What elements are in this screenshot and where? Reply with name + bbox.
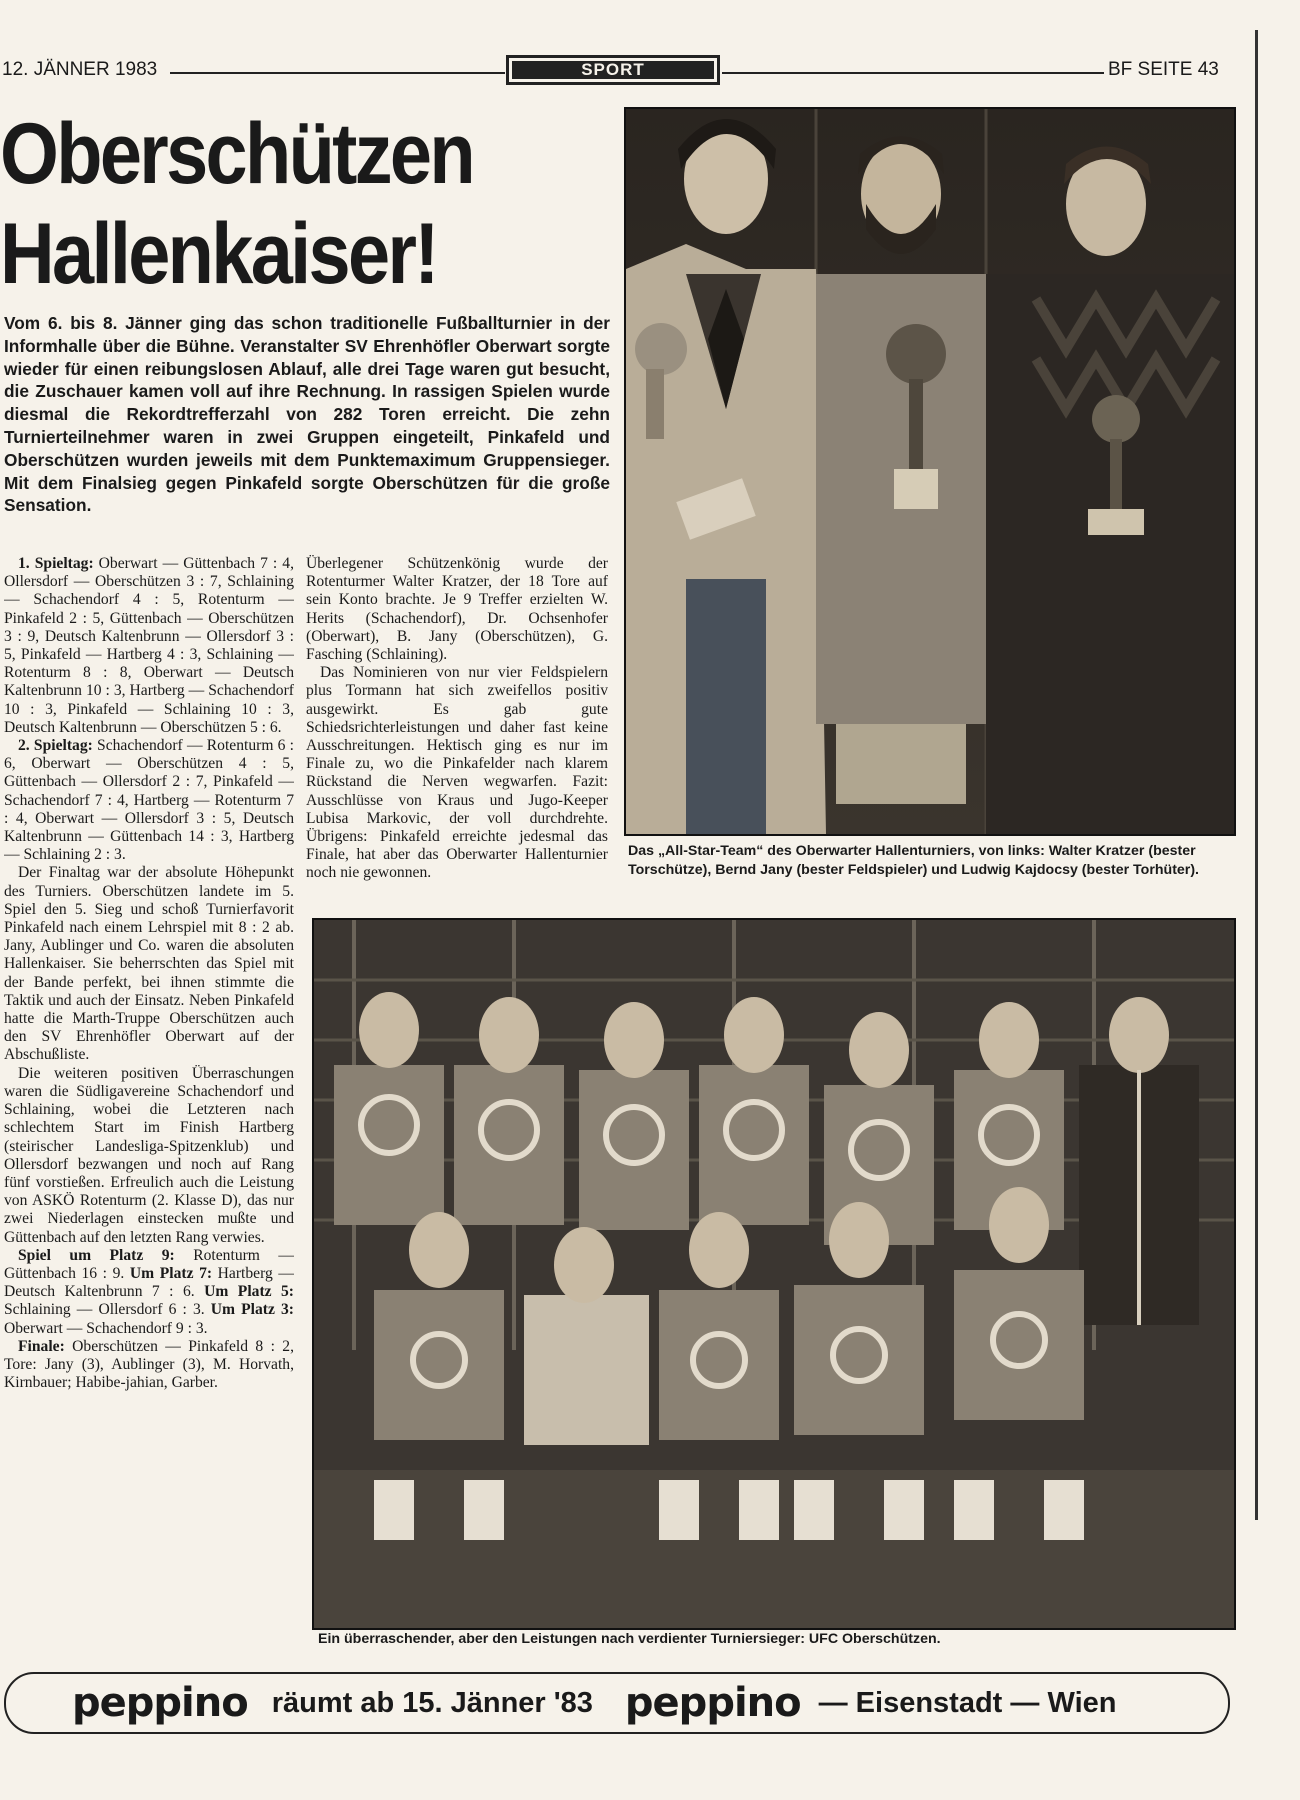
header-rule-right (722, 72, 1104, 74)
finale-label: Finale: (18, 1337, 65, 1355)
paragraph-schuetzenkoenig: Überlegener Schützenkönig wurde der Rotenturmer Walter Kratzer, der 18 Tore auf sein Konto brachte. Je 9 Treffer erzielten W. Herits (Schachendorf), Dr. Ochsenhofer (Oberwart), B. Jany (Oberschützen), G. Fasching (Schlaining). (306, 555, 608, 664)
platz3-label: Um Platz 3: (210, 1301, 294, 1319)
spieltag1-results: Oberwart — Güttenbach 7 : 4, Ollersdorf — Oberschützen 3 : 7, Schlaining — Schachendorf 4 : 5, Rotenturm — Pinkafeld 2 : 5, Güttenbach — Oberschützen 3 : 9, Deutsch Kaltenbrunn — Ollersdorf 3 : 5, Pinkafeld — Hartberg 4 : 3, Schlaining — Rotenturm 8 : 8, Oberwart — Deutsch Kaltenbrunn 10 : 3, Hartberg — Schachendorf 10 : 3, Pinkafeld — Schlaining 10 : 3, Deutsch Kaltenbrunn — Oberschützen 5 : 6. (4, 555, 294, 736)
spieltag2-label: 2. Spieltag: (18, 737, 93, 755)
article-lead: Vom 6. bis 8. Jänner ging das schon traditionelle Fußballturnier in der Informhalle über die Bühne. Veranstalter SV Ehrenhöfler Oberwart sorgte wieder für einen reibungslosen Ablauf, alle drei Tage waren gut besucht, die Zuschauer kamen voll auf ihre Rechnung. In rassigen Spielen wurde diesmal die Rekordtrefferzahl von 282 Toren erreicht. Die zehn Turnierteilnehmer waren in zwei Gruppen eingeteilt, Pinkafeld und Oberschützen wurden jeweils mit dem Punktemaximum Gruppensieger. Mit dem Finalsieg gegen Pinkafeld sorgte Oberschützen für die große Sensation. (4, 313, 610, 516)
paragraph-ueberraschungen: Die weiteren positiven Überraschungen waren die Südligavereine Schachendorf und Schlaining, wobei die Letzteren nach schlechtem Start im Finish Hartberg (steirischer Landesliga-Spitzenklub) und Ollersdorf bezwangen und noch auf Rang fünf vorstießen. Erfreulich auch die Leistung von ASKÖ Rotenturm (2. Klasse D), das nur zwei Niederlagen einstecken mußte und Güttenbach auf den letzten Rang verwies. (4, 1064, 294, 1246)
spieltag2-results: Schachendorf — Rotenturm 6 : 6, Oberwart — Oberschützen 4 : 5, Güttenbach — Ollersdorf 2 : 7, Pinkafeld — Schachendorf 7 : 4, Hartberg — Rotenturm 7 : 4, Oberwart — Ollersdorf 3 : 5, Deutsch Kaltenbrunn — Güttenbach 14 : 3, Hartberg — Schlaining 2 : 3. (4, 737, 294, 864)
ad-brand-logo: peppino (72, 1680, 248, 1726)
platz7-result: Hartberg — Deutsch Kaltenbrunn 7 : 6. (4, 1264, 294, 1301)
headline (0, 104, 546, 304)
section-label (506, 55, 720, 85)
issue-date: 12. JÄNNER 1983 (2, 59, 158, 80)
ad-brand-logo-2: peppino (624, 1680, 801, 1726)
article-column-2 (306, 555, 608, 910)
peppino-advertisement (4, 1672, 1230, 1734)
headline-line-1: Oberschützen (0, 106, 473, 202)
platz3-result: Oberwart — Schachendorf 9 : 3. (4, 1319, 208, 1337)
ad-text-2: — Eisenstadt — Wien (818, 1686, 1117, 1719)
team-photo (312, 918, 1236, 1630)
header-rule-left (170, 72, 505, 74)
headline-line-2: Hallenkaiser! (0, 206, 437, 302)
team-caption: Ein überraschender, aber den Leistungen nach verdienter Turniersieger: UFC Oberschützen. (318, 1631, 941, 1647)
platz5-label: Um Platz 5: (204, 1283, 294, 1301)
page-header (0, 55, 1240, 91)
paragraph-finaltag: Der Finaltag war der absolute Höhepunkt des Turniers. Oberschützen landete im 5. Spiel den 5. Sieg und schoß Turnierfavorit Pinkafeld nach einem Lehrspiel mit 8 : 2 ab. Jany, Aublinger und Co. waren die absoluten Hallenkaiser. Sie beherrschten das Spiel mit der Bande perfekt, bei ihnen stimmte die Taktik und auch der Einsatz. Neben Pinkafeld hatte die Marth-Truppe Oberschützen auch den SV Ehrenhöfler Oberwart auf der Abschußliste. (4, 864, 294, 1064)
section-label-text: SPORT (512, 61, 714, 79)
spieltag1-label: 1. Spieltag: (18, 555, 94, 572)
paragraph-nominieren: Das Nominieren von nur vier Feldspielern plus Tormann hat sich zweifellos positiv ausgewirkt. Es gab gute Schiedsrichterleistungen und daher fast keine Ausschreitungen. Hektisch ging es nur im Finale zu, wo die Pinkafelder nach klarem Rückstand die Nerven wegwarfen. Fazit: Ausschlüsse von Kraus und Jugo-Keeper Lubisa Markovic, der voll durchdrehte. Übrigens: Pinkafeld erreichte jedesmal das Finale, hat aber das Oberwarter Hallenturnier noch nie gewonnen. (306, 664, 608, 882)
platz9-result: Rotenturm — Güttenbach 16 : 9. (4, 1246, 294, 1282)
all-star-team-photo (624, 107, 1236, 836)
finale-result: Oberschützen — Pinkafeld 8 : 2, Tore: Jany (3), Aublinger (3), M. Horvath, Kirnbauer; Habibe-jahian, Garber. (4, 1337, 294, 1392)
all-star-caption: Das „All-Star-Team“ des Oberwarter Hallenturniers, von links: Walter Kratzer (bester Torschütze), Bernd Jany (bester Feldspieler) und Ludwig Kajdocsy (bester Torhüter). (628, 843, 1199, 878)
platz7-label: Um Platz 7: (129, 1264, 213, 1282)
platz9-label: Spiel um Platz 9: (18, 1246, 175, 1264)
article-column-1 (4, 555, 294, 1647)
page-number: BF SEITE 43 (1108, 59, 1219, 80)
page-edge-rule (1255, 30, 1258, 1520)
platz5-result: Schlaining — Ollersdorf 6 : 3. (4, 1301, 205, 1319)
ad-text-1: räumt ab 15. Jänner '83 (271, 1686, 593, 1719)
